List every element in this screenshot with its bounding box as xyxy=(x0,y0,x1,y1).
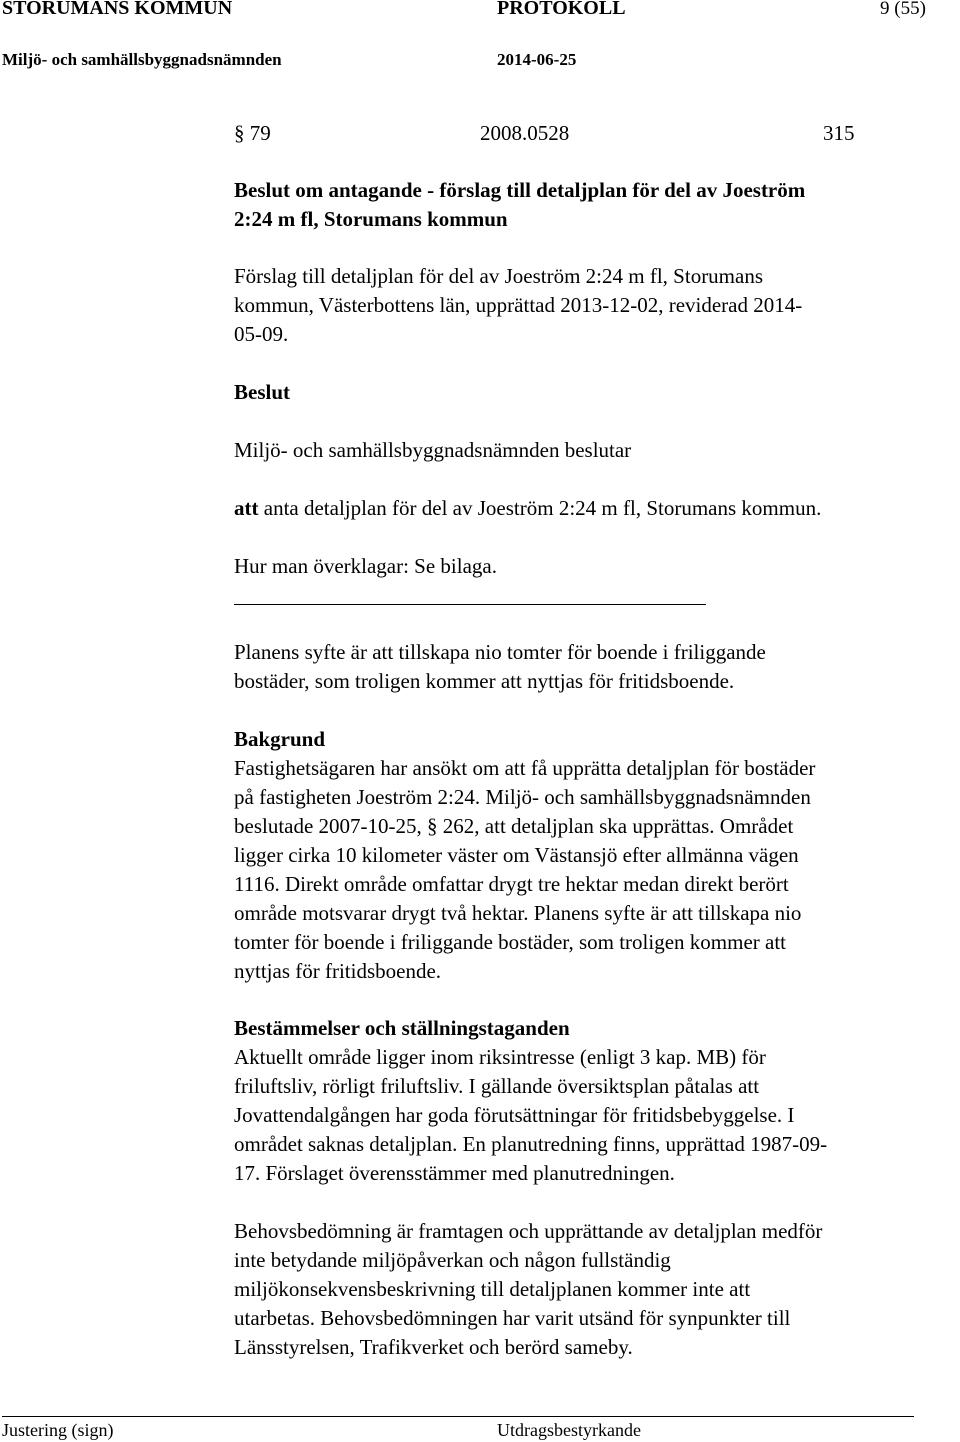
document-type: PROTOKOLL xyxy=(497,0,626,19)
att-word: att xyxy=(234,496,259,520)
reference-number: 315 xyxy=(823,121,855,145)
extract-label: Utdragsbestyrkande xyxy=(497,1420,641,1440)
assessment-line: Behovsbedömning är framtagen och upprättande av detaljplan medför xyxy=(234,1219,823,1243)
provisions-line: Aktuellt område ligger inom riksintresse (enligt 3 kap. MB) för xyxy=(234,1045,766,1069)
background-line: ligger cirka 10 kilometer väster om Västansjö efter allmänna vägen xyxy=(234,843,799,867)
decision-att-clause xyxy=(234,494,934,523)
assessment-text xyxy=(234,1217,934,1362)
background-heading: Bakgrund xyxy=(234,727,326,751)
background-line-rest: 262, att detaljplan ska upprättas. Området xyxy=(442,814,794,838)
intro-line: kommun, Västerbottens län, upprättad 2013-12-02, reviderad 2014- xyxy=(234,293,803,317)
signature-label: Justering (sign) xyxy=(2,1420,114,1440)
paragraph-marker xyxy=(234,119,271,148)
board-decides: Miljö- och samhällsbyggnadsnämnden beslutar xyxy=(234,438,632,462)
background-line: tomter för boende i friliggande bostäder, som troligen kommer att xyxy=(234,930,787,954)
provisions-line: området saknas detaljplan. En planutredning finns, upprättad 1987-09- xyxy=(234,1132,828,1156)
municipality-name: STORUMANS KOMMUN xyxy=(2,0,233,19)
provisions-line: Jovattendalgången har goda förutsättningar för fritidsbebyggelse. I xyxy=(234,1103,795,1127)
provisions-line: friluftsliv, rörligt friluftsliv. I gällande översiktsplan påtalas att xyxy=(234,1074,760,1098)
assessment-line: utarbetas. Behovsbedömningen har varit utsänd för synpunkter till xyxy=(234,1306,791,1330)
diary-number: 2008.0528 xyxy=(480,121,570,145)
background-line: Fastighetsägaren har ansökt om att få upprätta detaljplan för bostäder xyxy=(234,756,816,780)
att-text: anta detaljplan för del av Joeström 2:24 m fl, Storumans kommun. xyxy=(263,496,822,520)
purpose-line: bostäder, som troligen kommer att nyttjas för fritidsboende. xyxy=(234,669,735,693)
meeting-date: 2014-06-25 xyxy=(497,50,577,69)
page-number: 9 (55) xyxy=(880,0,926,19)
section-sign-icon: § xyxy=(234,121,245,145)
case-title-line: 2:24 m fl, Storumans kommun xyxy=(234,207,508,231)
provisions-heading: Bestämmelser och ställningstaganden xyxy=(234,1016,570,1040)
background-line: nyttjas för fritidsboende. xyxy=(234,959,442,983)
assessment-line: inte betydande miljöpåverkan och någon fullständig xyxy=(234,1248,671,1272)
provisions-text xyxy=(234,1043,934,1188)
background-line xyxy=(234,812,934,841)
background-line: 1116. Direkt område omfattar drygt tre hektar medan direkt berört xyxy=(234,872,789,896)
purpose-line: Planens syfte är att tillskapa nio tomter för boende i friliggande xyxy=(234,640,766,664)
appeal-info: Hur man överklagar: Se bilaga. xyxy=(234,554,497,578)
assessment-line: Länsstyrelsen, Trafikverket och berörd sameby. xyxy=(234,1335,633,1359)
intro-line: Förslag till detaljplan för del av Joeström 2:24 m fl, Storumans xyxy=(234,264,764,288)
background-text xyxy=(234,754,934,986)
intro-text xyxy=(234,262,934,349)
decision-heading: Beslut xyxy=(234,380,291,404)
background-date: beslutade 2007-10-25, xyxy=(234,814,422,838)
background-line: område motsvarar drygt två hektar. Planens syfte är att tillskapa nio xyxy=(234,901,802,925)
intro-line: 05-09. xyxy=(234,322,289,346)
case-title-line: Beslut om antagande - förslag till detaljplan för del av Joeström xyxy=(234,178,806,202)
separator-line xyxy=(234,604,706,605)
purpose-text xyxy=(234,638,934,696)
footer-line xyxy=(2,1416,914,1417)
provisions-line: 17. Förslaget överensstämmer med planutredningen. xyxy=(234,1161,675,1185)
section-sign-icon: § xyxy=(427,814,438,838)
background-line: på fastigheten Joeström 2:24. Miljö- och samhällsbyggnadsnämnden xyxy=(234,785,811,809)
assessment-line: miljökonsekvensbeskrivning till detaljplanen kommer inte att xyxy=(234,1277,751,1301)
paragraph-number: 79 xyxy=(249,121,271,145)
board-name: Miljö- och samhällsbyggnadsnämnden xyxy=(2,50,282,69)
case-title xyxy=(234,176,934,234)
